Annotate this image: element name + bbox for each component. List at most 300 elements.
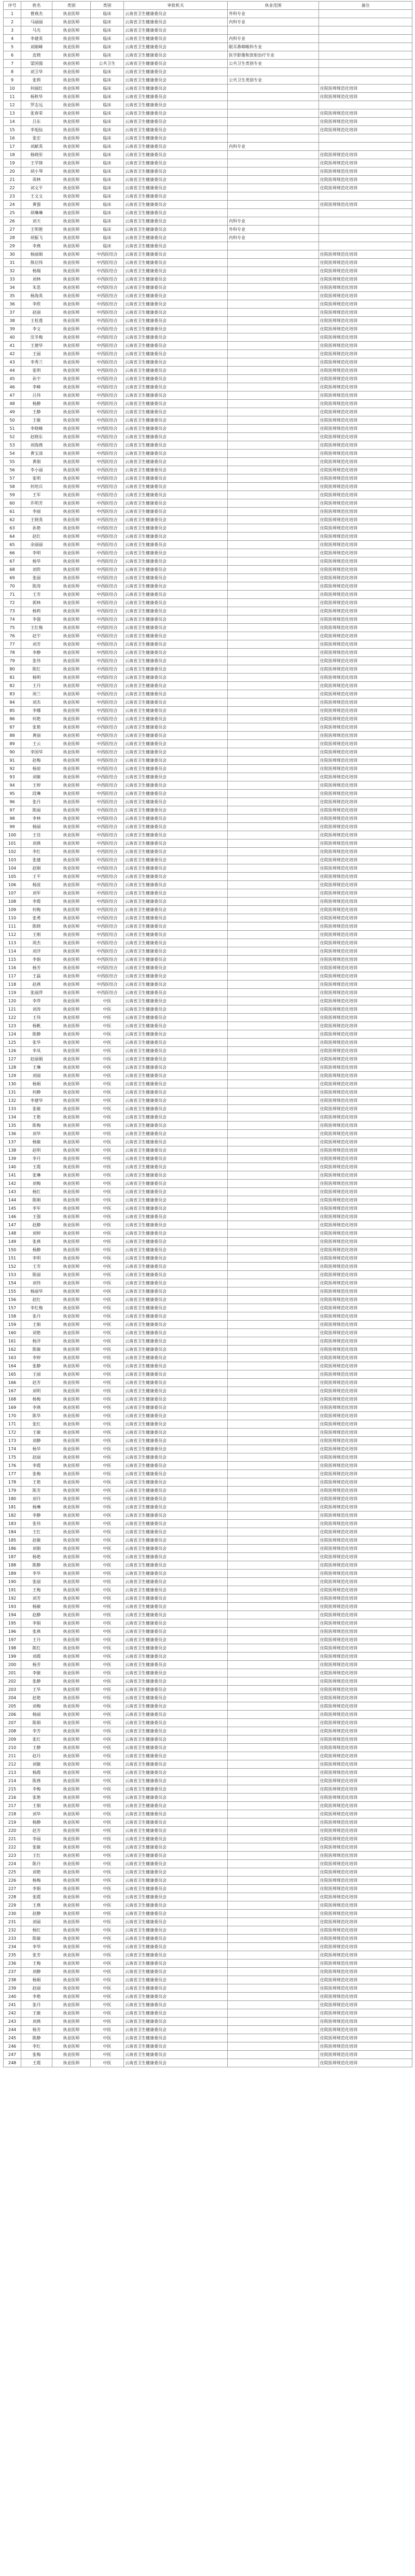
cell-name: 杨帆: [21, 1022, 52, 1030]
cell-type: 中医: [91, 1495, 124, 1503]
cell-name: 赵静: [21, 1221, 52, 1229]
cell-remarks: 住院医师规范化培训: [319, 2018, 412, 2026]
cell-type: 中西医结合: [91, 698, 124, 707]
cell-approving-authority: 云南省卫生健康委员会: [124, 1520, 228, 1528]
cell-serial-number: 113: [4, 939, 21, 947]
cell-practice-scope: [228, 1545, 319, 1553]
table-row: [4, 309, 412, 317]
cell-practice-scope: [228, 582, 319, 591]
table-row: [4, 1138, 412, 1146]
cell-practice-scope: [228, 1346, 319, 1354]
cell-serial-number: 84: [4, 698, 21, 707]
cell-name: 何培兵: [21, 483, 52, 491]
cell-category: 执业医师: [52, 1246, 91, 1254]
cell-practice-scope: [228, 1238, 319, 1246]
cell-type: 临床: [91, 85, 124, 93]
cell-type: 临床: [91, 109, 124, 118]
cell-serial-number: 70: [4, 582, 21, 591]
cell-approving-authority: 云南省卫生健康委员会: [124, 1287, 228, 1296]
cell-approving-authority: 云南省卫生健康委员会: [124, 881, 228, 889]
cell-type: 中西医结合: [91, 665, 124, 674]
cell-serial-number: 228: [4, 1893, 21, 1901]
cell-name: 王佳: [21, 831, 52, 839]
cell-category: 执业医师: [52, 1993, 91, 2001]
cell-serial-number: 59: [4, 491, 21, 499]
cell-practice-scope: [228, 1860, 319, 1868]
cell-practice-scope: [228, 1586, 319, 1594]
cell-serial-number: 199: [4, 1653, 21, 1661]
cell-practice-scope: [228, 1404, 319, 1412]
table-row: [4, 508, 412, 516]
cell-category: 执业医师: [52, 217, 91, 226]
table-row: [4, 1047, 412, 1055]
cell-remarks: 住院医师规范化培训: [319, 557, 412, 566]
cell-approving-authority: 云南省卫生健康委员会: [124, 1495, 228, 1503]
cell-type: 中医: [91, 1918, 124, 1926]
cell-practice-scope: [228, 1180, 319, 1188]
cell-category: 执业医师: [52, 1404, 91, 1412]
cell-serial-number: 168: [4, 1395, 21, 1404]
cell-approving-authority: 云南省卫生健康委员会: [124, 1860, 228, 1868]
cell-remarks: 住院医师规范化培训: [319, 1586, 412, 1594]
cell-remarks: 住院医师规范化培训: [319, 690, 412, 698]
cell-serial-number: 9: [4, 76, 21, 85]
cell-remarks: 住院医师规范化培训: [319, 839, 412, 848]
cell-name: 陈燕: [21, 1777, 52, 1785]
cell-practice-scope: [228, 474, 319, 483]
cell-practice-scope: [228, 1636, 319, 1644]
cell-type: 临床: [91, 76, 124, 85]
cell-name: 王艳: [21, 1478, 52, 1487]
cell-type: 中西医结合: [91, 317, 124, 325]
cell-remarks: 住院医师规范化培训: [319, 533, 412, 541]
cell-type: 中西医结合: [91, 499, 124, 508]
cell-practice-scope: [228, 541, 319, 549]
cell-remarks: 住院医师规范化培训: [319, 1843, 412, 1852]
cell-remarks: 住院医师规范化培训: [319, 1893, 412, 1901]
cell-practice-scope: [228, 1901, 319, 1910]
cell-name: 何丽红: [21, 85, 52, 93]
cell-practice-scope: [228, 1951, 319, 1959]
cell-type: 中医: [91, 1968, 124, 1976]
cell-category: 执业医师: [52, 499, 91, 508]
table-row: [4, 143, 412, 151]
table-row: [4, 1287, 412, 1296]
cell-serial-number: 73: [4, 607, 21, 615]
cell-approving-authority: 云南省卫生健康委员会: [124, 450, 228, 458]
cell-remarks: 住院医师规范化培训: [319, 1835, 412, 1843]
cell-category: 执业医师: [52, 35, 91, 43]
cell-name: 李霞: [21, 898, 52, 906]
cell-name: 杨娟: [21, 1080, 52, 1088]
cell-name: 刘芳: [21, 640, 52, 649]
cell-practice-scope: [228, 1437, 319, 1445]
cell-type: 临床: [91, 192, 124, 201]
cell-remarks: 住院医师规范化培训: [319, 1827, 412, 1835]
cell-type: 中西医结合: [91, 914, 124, 922]
cell-serial-number: 188: [4, 1561, 21, 1570]
cell-remarks: 住院医师规范化培训: [319, 906, 412, 914]
cell-practice-scope: [228, 1155, 319, 1163]
cell-category: 执业医师: [52, 748, 91, 757]
table-row: [4, 989, 412, 997]
cell-approving-authority: 云南省卫生健康委员会: [124, 1893, 228, 1901]
cell-name: 李敏: [21, 1669, 52, 1677]
table-row: [4, 441, 412, 450]
cell-type: 中西医结合: [91, 964, 124, 972]
cell-category: 执业医师: [52, 864, 91, 873]
cell-approving-authority: 云南省卫生健康委员会: [124, 1337, 228, 1346]
cell-type: 中医: [91, 1636, 124, 1644]
cell-type: 中医: [91, 1835, 124, 1843]
cell-name: 杨芳: [21, 1661, 52, 1669]
cell-serial-number: 47: [4, 391, 21, 400]
cell-practice-scope: [228, 1420, 319, 1429]
cell-name: 杨梅: [21, 1877, 52, 1885]
cell-serial-number: 225: [4, 1868, 21, 1877]
cell-approving-authority: 云南省卫生健康委员会: [124, 1677, 228, 1686]
table-row: [4, 682, 412, 690]
cell-name: 陈晓: [21, 922, 52, 931]
cell-serial-number: 57: [4, 474, 21, 483]
cell-practice-scope: [228, 2051, 319, 2059]
table-row: [4, 2042, 412, 2051]
cell-approving-authority: 云南省卫生健康委员会: [124, 226, 228, 234]
cell-approving-authority: 云南省卫生健康委员会: [124, 192, 228, 201]
table-row: [4, 898, 412, 906]
cell-serial-number: 34: [4, 284, 21, 292]
cell-practice-scope: [228, 873, 319, 881]
cell-approving-authority: 云南省卫生健康委员会: [124, 1097, 228, 1105]
cell-practice-scope: [228, 259, 319, 267]
cell-serial-number: 217: [4, 1802, 21, 1810]
cell-practice-scope: [228, 674, 319, 682]
cell-type: 中西医结合: [91, 350, 124, 358]
cell-name: 马丽丽: [21, 18, 52, 26]
cell-category: 执业医师: [52, 284, 91, 292]
cell-serial-number: 146: [4, 1213, 21, 1221]
cell-serial-number: 160: [4, 1329, 21, 1337]
cell-practice-scope: [228, 1984, 319, 1993]
cell-approving-authority: 云南省卫生健康委员会: [124, 159, 228, 167]
cell-remarks: 住院医师规范化培训: [319, 1005, 412, 1014]
cell-remarks: 住院医师规范化培训: [319, 1545, 412, 1553]
cell-category: 执业医师: [52, 1072, 91, 1080]
cell-category: 执业医师: [52, 839, 91, 848]
cell-remarks: 住院医师规范化培训: [319, 566, 412, 574]
cell-name: 李峰: [21, 383, 52, 391]
cell-approving-authority: 云南省卫生健康委员会: [124, 151, 228, 159]
cell-type: 中医: [91, 1603, 124, 1611]
cell-serial-number: 125: [4, 1039, 21, 1047]
table-row: [4, 1843, 412, 1852]
table-row: [4, 126, 412, 134]
cell-type: 临床: [91, 134, 124, 143]
cell-approving-authority: 云南省卫生健康委员会: [124, 1760, 228, 1769]
cell-practice-scope: [228, 1370, 319, 1379]
cell-approving-authority: 云南省卫生健康委员会: [124, 1619, 228, 1628]
cell-approving-authority: 云南省卫生健康委员会: [124, 1511, 228, 1520]
cell-remarks: 住院医师规范化培训: [319, 524, 412, 533]
cell-name: 何静: [21, 1088, 52, 1097]
table-row: [4, 765, 412, 773]
cell-approving-authority: 云南省卫生健康委员会: [124, 284, 228, 292]
cell-category: 执业医师: [52, 60, 91, 68]
cell-approving-authority: 云南省卫生健康委员会: [124, 1852, 228, 1860]
table-row: [4, 1254, 412, 1263]
cell-practice-scope: [228, 375, 319, 383]
cell-serial-number: 6: [4, 51, 21, 60]
cell-name: 胡琳琳: [21, 209, 52, 217]
cell-serial-number: 50: [4, 416, 21, 425]
cell-practice-scope: [228, 898, 319, 906]
cell-name: 王婷: [21, 781, 52, 790]
cell-approving-authority: 云南省卫生健康委员会: [124, 118, 228, 126]
cell-approving-authority: 云南省卫生健康委员会: [124, 1122, 228, 1130]
cell-remarks: [319, 35, 412, 43]
cell-remarks: 住院医师规范化培训: [319, 1877, 412, 1885]
cell-approving-authority: 云南省卫生健康委员会: [124, 1171, 228, 1180]
cell-practice-scope: [228, 1196, 319, 1205]
cell-practice-scope: [228, 1287, 319, 1296]
cell-category: 执业医师: [52, 1570, 91, 1578]
table-row: [4, 1561, 412, 1570]
cell-type: 中西医结合: [91, 748, 124, 757]
table-row: [4, 425, 412, 433]
table-row: [4, 10, 412, 18]
cell-serial-number: 78: [4, 649, 21, 657]
cell-name: 王丽: [21, 1370, 52, 1379]
cell-serial-number: 135: [4, 1122, 21, 1130]
cell-name: 杨琳: [21, 1503, 52, 1511]
cell-serial-number: 246: [4, 2042, 21, 2051]
cell-remarks: 住院医师规范化培训: [319, 1520, 412, 1528]
cell-category: 执业医师: [52, 1022, 91, 1030]
table-row: [4, 60, 412, 68]
cell-practice-scope: [228, 1122, 319, 1130]
cell-name: 郭林: [21, 599, 52, 607]
cell-name: 张红: [21, 1420, 52, 1429]
cell-category: 执业医师: [52, 408, 91, 416]
cell-approving-authority: 云南省卫生健康委员会: [124, 508, 228, 516]
cell-type: 临床: [91, 93, 124, 101]
cell-name: 李芳: [21, 1727, 52, 1735]
cell-remarks: 住院医师规范化培训: [319, 1030, 412, 1039]
cell-type: 中医: [91, 1030, 124, 1039]
cell-practice-scope: [228, 1055, 319, 1063]
cell-practice-scope: [228, 1022, 319, 1030]
cell-approving-authority: 云南省卫生健康委员会: [124, 43, 228, 51]
table-row: [4, 1860, 412, 1868]
cell-name: 赵宇: [21, 632, 52, 640]
cell-category: 执业医师: [52, 1603, 91, 1611]
cell-name: 杨敏: [21, 1603, 52, 1611]
cell-category: 执业医师: [52, 151, 91, 159]
cell-approving-authority: 云南省卫生健康委员会: [124, 1536, 228, 1545]
cell-approving-authority: 云南省卫生健康委员会: [124, 441, 228, 450]
cell-category: 执业医师: [52, 18, 91, 26]
cell-category: 执业医师: [52, 1213, 91, 1221]
cell-remarks: 住院医师规范化培训: [319, 1263, 412, 1271]
cell-serial-number: 212: [4, 1760, 21, 1769]
cell-serial-number: 7: [4, 60, 21, 68]
cell-type: 中医: [91, 1072, 124, 1080]
cell-serial-number: 29: [4, 242, 21, 250]
cell-category: 执业医师: [52, 997, 91, 1005]
cell-approving-authority: 云南省卫生健康委员会: [124, 1296, 228, 1304]
cell-name: 李秀兰: [21, 358, 52, 367]
cell-practice-scope: [228, 1644, 319, 1653]
cell-approving-authority: 云南省卫生健康委员会: [124, 773, 228, 781]
cell-approving-authority: 云南省卫生健康委员会: [124, 1694, 228, 1702]
cell-practice-scope: [228, 947, 319, 956]
cell-practice-scope: [228, 1039, 319, 1047]
cell-type: 中医: [91, 1536, 124, 1545]
table-row: [4, 101, 412, 109]
cell-practice-scope: [228, 1337, 319, 1346]
cell-name: 张莉: [21, 76, 52, 85]
cell-name: 陈刚: [21, 1196, 52, 1205]
cell-name: 刘霞: [21, 1653, 52, 1661]
cell-practice-scope: [228, 109, 319, 118]
cell-name: 王霞: [21, 2059, 52, 2067]
cell-type: 中西医结合: [91, 856, 124, 864]
cell-practice-scope: [228, 1669, 319, 1677]
cell-type: 中医: [91, 2034, 124, 2042]
table-row: [4, 1205, 412, 1213]
cell-remarks: 住院医师规范化培训: [319, 1047, 412, 1055]
table-row: [4, 68, 412, 76]
cell-approving-authority: 云南省卫生健康委员会: [124, 964, 228, 972]
cell-type: 中医: [91, 1976, 124, 1984]
cell-name: 王敏: [21, 2009, 52, 2018]
cell-practice-scope: 内科专业: [228, 18, 319, 26]
cell-category: 执业医师: [52, 1470, 91, 1478]
cell-category: 执业医师: [52, 1346, 91, 1354]
cell-remarks: 住院医师规范化培训: [319, 881, 412, 889]
cell-serial-number: 35: [4, 292, 21, 300]
cell-type: 中医: [91, 1246, 124, 1254]
cell-category: 执业医师: [52, 1951, 91, 1959]
cell-approving-authority: 云南省卫生健康委员会: [124, 1462, 228, 1470]
cell-type: 中医: [91, 1196, 124, 1205]
cell-approving-authority: 云南省卫生健康委员会: [124, 674, 228, 682]
cell-name: 胡小琴: [21, 167, 52, 176]
cell-practice-scope: [228, 1935, 319, 1943]
cell-approving-authority: 云南省卫生健康委员会: [124, 1346, 228, 1354]
cell-approving-authority: 云南省卫生健康委员会: [124, 1702, 228, 1711]
cell-approving-authority: 云南省卫生健康委员会: [124, 1213, 228, 1221]
cell-category: 执业医师: [52, 1810, 91, 1818]
cell-category: 执业医师: [52, 1088, 91, 1097]
cell-remarks: [319, 134, 412, 143]
cell-practice-scope: [228, 342, 319, 350]
cell-serial-number: 48: [4, 400, 21, 408]
cell-name: 李静: [21, 1511, 52, 1520]
table-row: [4, 665, 412, 674]
cell-type: 临床: [91, 101, 124, 109]
cell-practice-scope: [228, 989, 319, 997]
cell-category: 执业医师: [52, 781, 91, 790]
table-row: [4, 1229, 412, 1238]
cell-remarks: 住院医师规范化培训: [319, 856, 412, 864]
table-row: [4, 1935, 412, 1943]
cell-approving-authority: 云南省卫生健康委员会: [124, 1221, 228, 1229]
cell-category: 执业医师: [52, 1976, 91, 1984]
cell-serial-number: 128: [4, 1063, 21, 1072]
cell-approving-authority: 云南省卫生健康委员会: [124, 1918, 228, 1926]
table-row: [4, 748, 412, 757]
cell-practice-scope: [228, 1138, 319, 1146]
table-row: [4, 159, 412, 167]
table-row: [4, 1063, 412, 1072]
cell-name: 陈红: [21, 1644, 52, 1653]
cell-type: 中西医结合: [91, 433, 124, 441]
cell-practice-scope: [228, 466, 319, 474]
cell-category: 执业医师: [52, 649, 91, 657]
cell-category: 执业医师: [52, 192, 91, 201]
cell-serial-number: 24: [4, 201, 21, 209]
cell-category: 执业医师: [52, 1063, 91, 1072]
cell-remarks: 住院医师规范化培训: [319, 715, 412, 723]
cell-serial-number: 11: [4, 93, 21, 101]
cell-remarks: 住院医师规范化培训: [319, 167, 412, 176]
cell-category: 执业医师: [52, 1146, 91, 1155]
cell-practice-scope: [228, 126, 319, 134]
cell-practice-scope: [228, 1088, 319, 1097]
cell-type: 中医: [91, 1760, 124, 1769]
cell-serial-number: 5: [4, 43, 21, 51]
cell-approving-authority: 云南省卫生健康委员会: [124, 1636, 228, 1644]
cell-category: 执业医师: [52, 425, 91, 433]
cell-name: 李娟: [21, 1885, 52, 1893]
cell-serial-number: 69: [4, 574, 21, 582]
table-row: [4, 1901, 412, 1910]
cell-type: 中西医结合: [91, 383, 124, 391]
cell-name: 王梅: [21, 1586, 52, 1594]
cell-type: 临床: [91, 51, 124, 60]
cell-approving-authority: 云南省卫生健康委员会: [124, 1545, 228, 1553]
cell-practice-scope: [228, 566, 319, 574]
cell-name: 李凤: [21, 1047, 52, 1055]
cell-remarks: 住院医师规范化培训: [319, 773, 412, 781]
cell-remarks: 住院医师规范化培训: [319, 657, 412, 665]
cell-remarks: 住院医师规范化培训: [319, 1785, 412, 1794]
cell-approving-authority: 云南省卫生健康委员会: [124, 906, 228, 914]
cell-name: 罗志远: [21, 101, 52, 109]
cell-type: 中西医结合: [91, 524, 124, 533]
cell-serial-number: 210: [4, 1744, 21, 1752]
cell-practice-scope: [228, 1113, 319, 1122]
cell-remarks: 住院医师规范化培训: [319, 1287, 412, 1296]
table-row: [4, 1594, 412, 1603]
cell-name: 张丹: [21, 798, 52, 806]
cell-type: 中西医结合: [91, 732, 124, 740]
cell-name: 何艳: [21, 715, 52, 723]
cell-remarks: 住院医师规范化培训: [319, 458, 412, 466]
cell-category: 执业医师: [52, 1312, 91, 1321]
table-row: [4, 1437, 412, 1445]
cell-remarks: 住院医师规范化培训: [319, 259, 412, 267]
cell-category: 执业医师: [52, 1910, 91, 1918]
cell-type: 中西医结合: [91, 367, 124, 375]
cell-type: 中西医结合: [91, 773, 124, 781]
cell-category: 执业医师: [52, 574, 91, 582]
cell-type: 中西医结合: [91, 416, 124, 425]
cell-remarks: 住院医师规范化培训: [319, 1462, 412, 1470]
cell-approving-authority: 云南省卫生健康委员会: [124, 1412, 228, 1420]
table-row: [4, 1818, 412, 1827]
